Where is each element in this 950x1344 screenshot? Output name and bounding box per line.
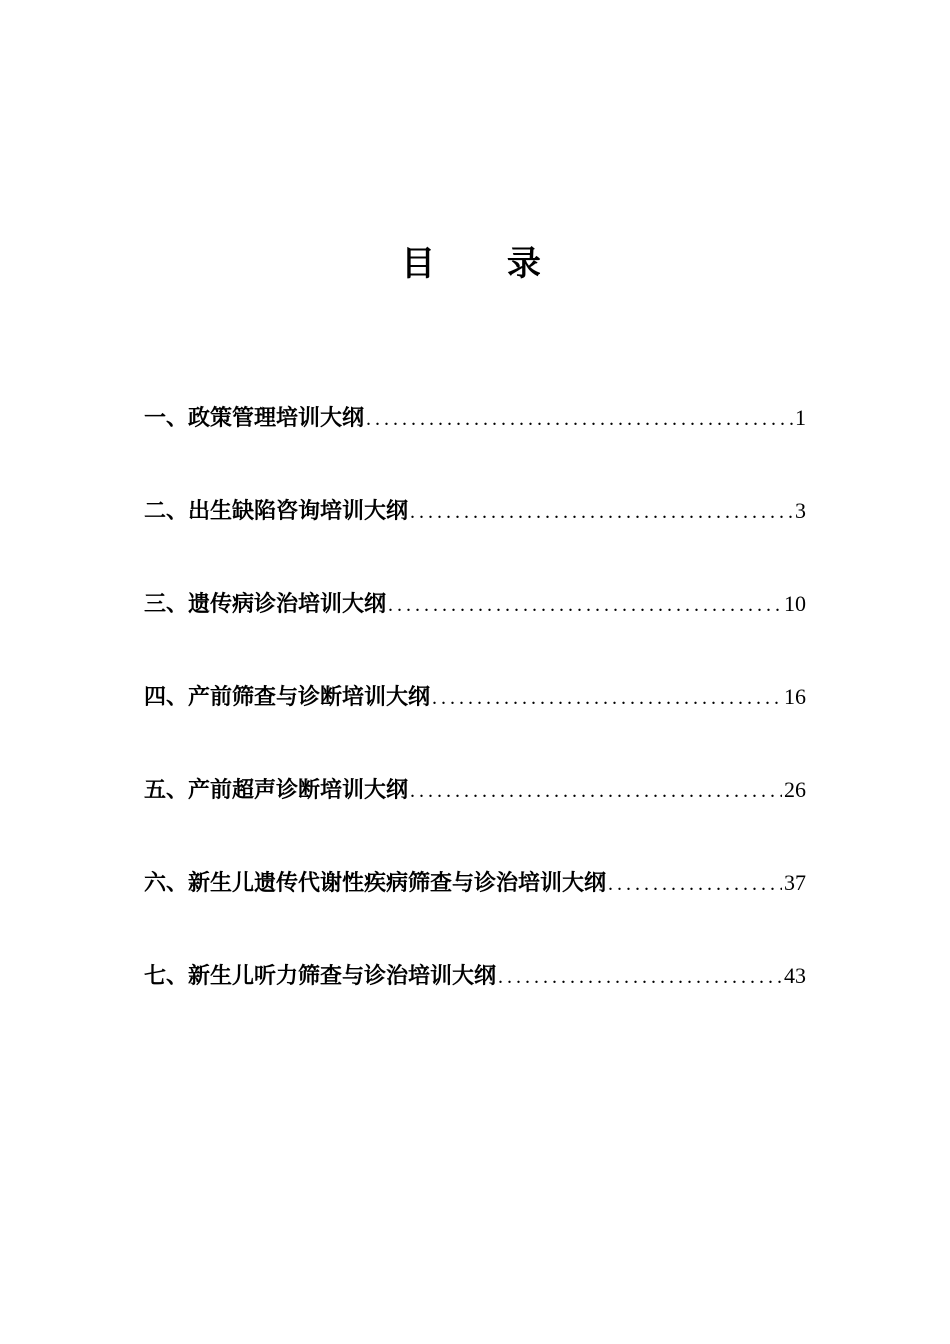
toc-entry-6[interactable] xyxy=(144,861,806,954)
dot-leader xyxy=(364,397,793,441)
toc-page-number: 26 xyxy=(784,777,806,802)
toc-entry-2[interactable] xyxy=(144,489,806,582)
toc-page-number: 16 xyxy=(784,684,806,709)
toc-page-number: 10 xyxy=(784,591,806,616)
toc-page-number: 1 xyxy=(795,405,806,430)
toc-page-number: 43 xyxy=(784,963,806,988)
toc-entry-label: 七、新生儿听力筛查与诊治培训大纲 xyxy=(144,964,497,989)
toc-entry-3[interactable] xyxy=(144,582,806,675)
toc-entry-label: 五、产前超声诊断培训大纲 xyxy=(144,778,409,803)
dot-leader xyxy=(496,955,782,999)
toc-page-number: 3 xyxy=(795,498,806,523)
toc-page-number: 37 xyxy=(784,870,806,895)
toc-entry-label: 一、政策管理培训大纲 xyxy=(144,406,365,431)
toc-entry-5[interactable] xyxy=(144,768,806,861)
toc-entry-4[interactable] xyxy=(144,675,806,768)
table-of-contents xyxy=(144,396,806,1047)
toc-entry-label: 三、遗传病诊治培训大纲 xyxy=(144,592,387,617)
dot-leader xyxy=(408,769,782,813)
dot-leader xyxy=(606,862,782,906)
dot-leader xyxy=(386,583,782,627)
toc-entry-label: 四、产前筛查与诊断培训大纲 xyxy=(144,685,431,710)
toc-entry-1[interactable] xyxy=(144,396,806,489)
toc-entry-7[interactable] xyxy=(144,954,806,1047)
toc-entry-label: 二、出生缺陷咨询培训大纲 xyxy=(144,499,409,524)
dot-leader xyxy=(408,490,793,534)
page-title: 目 录 xyxy=(401,244,571,284)
dot-leader xyxy=(430,676,782,720)
toc-entry-label: 六、新生儿遗传代谢性疾病筛查与诊治培训大纲 xyxy=(144,871,607,896)
